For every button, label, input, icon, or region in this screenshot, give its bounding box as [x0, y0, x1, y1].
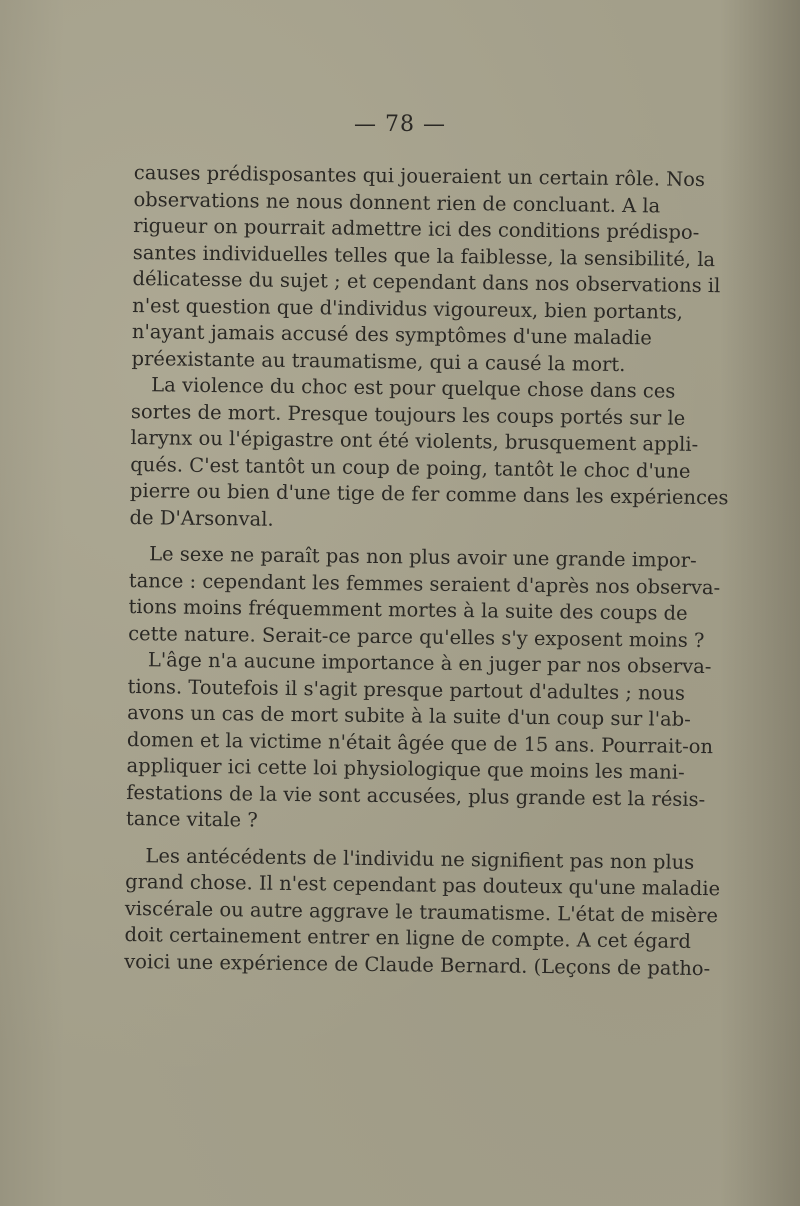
text-line: appliquer ici cette loi physiologique que moins les mani-: [126, 753, 685, 784]
text-line: Le sexe ne paraît pas non plus avoir une grande impor-: [149, 542, 697, 572]
text-line: festations de la vie sont accusées, plus grande est la résis-: [126, 780, 706, 811]
text-line: tions moins fréquemment mortes à la suite des coups de: [128, 594, 688, 625]
text-line: préexistante au traumatisme, qui a causé la mort.: [131, 346, 626, 376]
text-line: viscérale ou autre aggrave le traumatisme. L'état de misère: [124, 896, 719, 927]
text-line: domen et la victime n'était âgée que de 15 ans. Pourrait-on: [126, 727, 714, 758]
text-line: Les antécédents de l'individu ne signifient pas non plus: [145, 843, 695, 874]
body-text: [124, 160, 729, 981]
text-line: pierre ou bien d'une tige de fer comme dans les expériences: [129, 478, 729, 510]
text-line: avons un cas de mort subite à la suite d'un coup sur l'ab-: [127, 700, 691, 731]
text-line: larynx ou l'épigastre ont été violents, brusquement appli-: [130, 425, 699, 456]
text-line: causes prédisposantes qui joueraient un certain rôle. Nos: [133, 160, 706, 191]
text-line: qués. C'est tantôt un coup de poing, tantôt le choc d'une: [130, 452, 691, 483]
paragraph-4: [125, 647, 714, 839]
text-line: tions. Toutefois il s'agit presque partout d'adultes ; nous: [127, 674, 686, 705]
text-line: rigueur on pourrait admettre ici des conditions prédispo-: [133, 213, 700, 244]
paragraph-1: [131, 160, 721, 378]
text-line: voici une expérience de Claude Bernard. (Leçons de patho-: [124, 949, 711, 980]
paragraph-5: [124, 842, 721, 981]
text-line: n'ayant jamais accusé des symptômes d'une maladie: [131, 319, 653, 350]
text-line: santes individuelles telles que la faiblesse, la sensibilité, la: [132, 240, 716, 271]
text-line: n'est question que d'individus vigoureux, bien portants,: [132, 293, 684, 324]
text-line: tance : cependant les femmes seraient d'après nos observa-: [128, 568, 721, 599]
text-line: La violence du choc est pour quelque chose dans ces: [151, 373, 676, 403]
text-line: observations ne nous donnent rien de concluant. A la: [133, 187, 661, 217]
text-line: sortes de mort. Presque toujours les coups portés sur le: [130, 399, 686, 430]
text-line: délicatesse du sujet ; et cependant dans nos observations il: [132, 266, 721, 298]
paragraph-3: [128, 541, 721, 653]
text-line: tance vitale ?: [125, 806, 258, 832]
text-line: de D'Arsonval.: [129, 505, 274, 531]
text-line: cette nature. Serait-ce parce qu'elles s'y exposent moins ?: [128, 621, 705, 652]
paragraph-2: [129, 372, 729, 537]
text-line: grand chose. Il n'est cependant pas douteux qu'une maladie: [125, 869, 721, 901]
text-line: L'âge n'a aucune importance à en juger par nos observa-: [147, 648, 712, 679]
page-number: — 78 —: [354, 112, 446, 137]
text-line: doit certainement entrer en ligne de compte. A cet égard: [124, 922, 692, 953]
